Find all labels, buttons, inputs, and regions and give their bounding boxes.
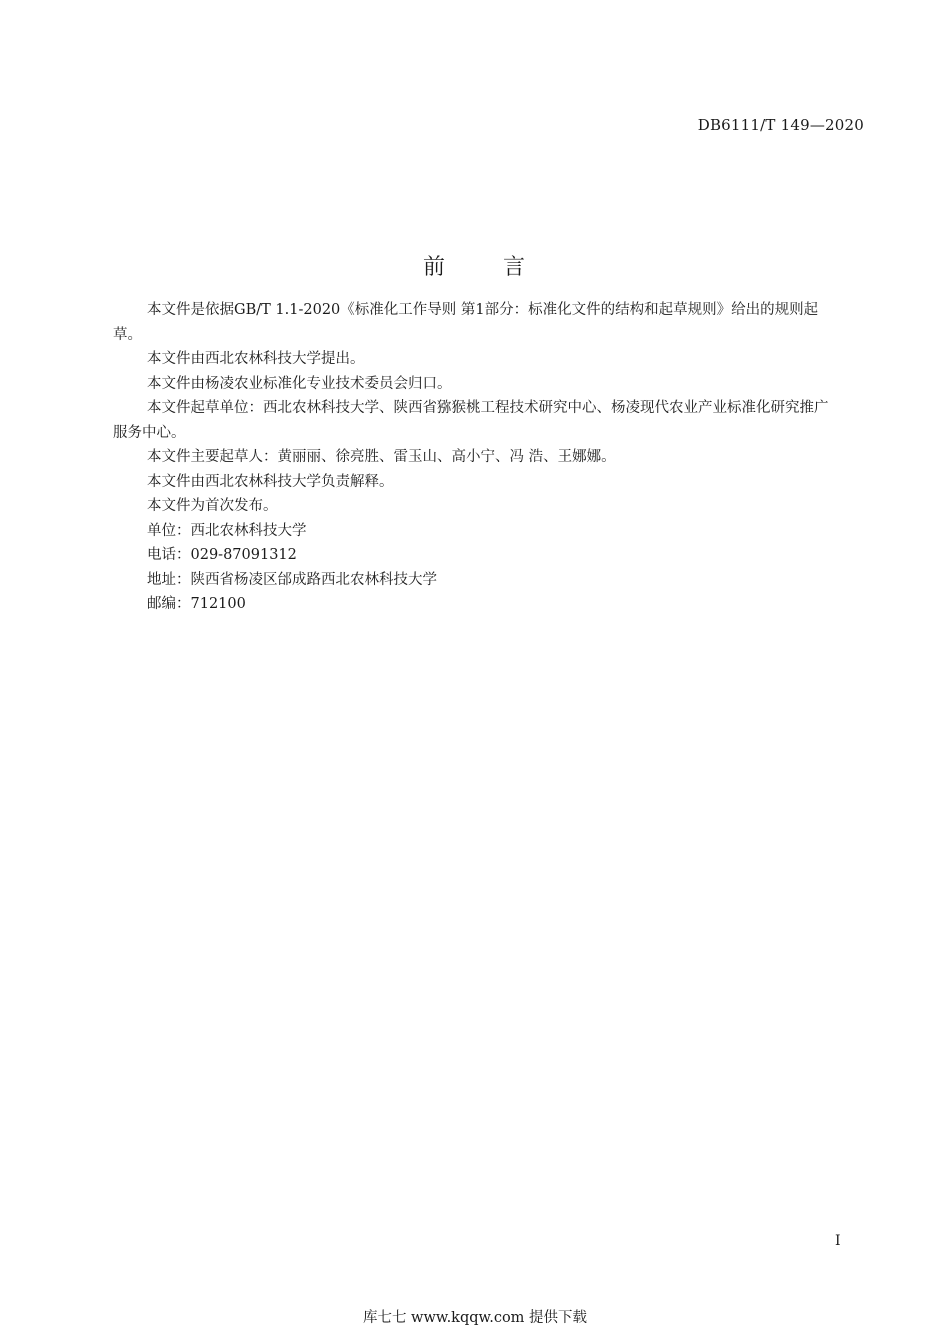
contact-postcode: 邮编：712100	[147, 596, 246, 612]
paragraph-committee: 本文件由杨凌农业标准化专业技术委员会归口。	[147, 375, 452, 392]
foreword-body	[113, 298, 840, 617]
document-code: DB6111/T 149—2020	[697, 116, 864, 134]
title-char-2: 言	[503, 255, 528, 280]
title-char-1: 前	[422, 255, 447, 280]
paragraph-proposer: 本文件由西北农林科技大学提出。	[147, 351, 365, 367]
download-footer: 库七七 www.kqqw.com 提供下载	[362, 1310, 588, 1326]
paragraph-drafters: 本文件主要起草人：黄丽丽、徐亮胜、雷玉山、高小宁、冯 浩、王娜娜。	[147, 449, 616, 465]
contact-address: 地址：陕西省杨凌区邰成路西北农林科技大学	[147, 571, 437, 588]
paragraph-basis: 本文件是依据GB/T 1.1-2020《标准化工作导则 第1部分：标准化文件的结构和起草规则》给出的规则起草。	[113, 302, 819, 343]
paragraph-drafting-units: 本文件起草单位：西北农林科技大学、陕西省猕猴桃工程技术研究中心、杨凌现代农业产业标准化研究推广服务中心。	[113, 400, 829, 441]
paragraph-interpretation: 本文件由西北农林科技大学负责解释。	[147, 473, 394, 490]
contact-phone: 电话：029-87091312	[147, 547, 297, 563]
paragraph-first-release: 本文件为首次发布。	[147, 498, 278, 514]
contact-unit: 单位：西北农林科技大学	[147, 522, 307, 539]
page-number: I	[835, 1233, 841, 1249]
page-title	[0, 250, 950, 281]
